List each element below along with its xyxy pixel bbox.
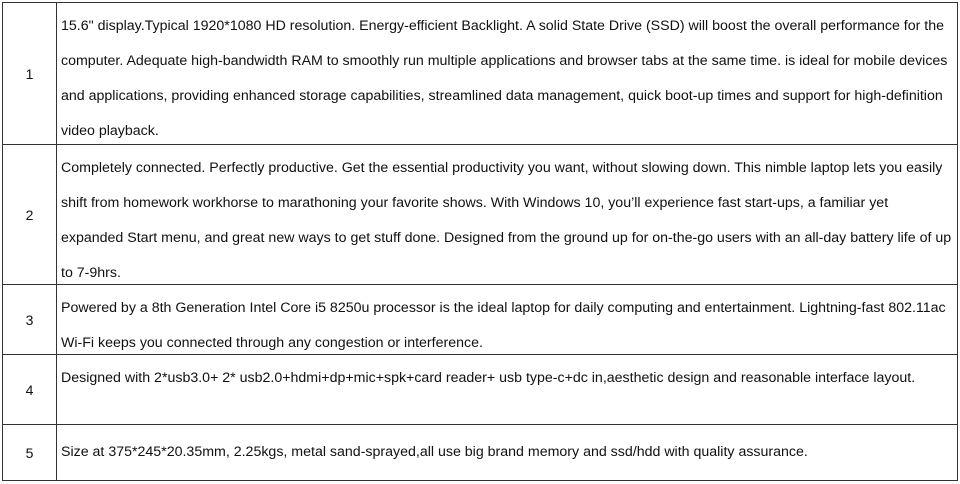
table-row — [3, 3, 957, 145]
row-description: 15.6" display.Typical 1920*1080 HD resolution. Energy-efficient Backlight. A solid State Drive (SSD) will boost the overall performance for the computer. Adequate high-bandwidth RAM to smoothly run multiple applications and browser tabs at the same time. is ideal for mobile devices and applications, providing enhanced storage capabilities, streamlined data management, quick boot-up times and support for high-definition video playback. — [61, 18, 948, 139]
table-row — [3, 425, 957, 481]
row-description: Powered by a 8th Generation Intel Core i5 8250u processor is the ideal laptop for daily computing and entertainment. Lightning-fast 802.11ac Wi-Fi keeps you connected through any congestion or interference. — [61, 300, 946, 351]
table-row — [3, 355, 957, 425]
row-description: Designed with 2*usb3.0+ 2* usb2.0+hdmi+dp+mic+spk+card reader+ usb type-c+dc in,aesthetic design and reasonable interface layout. — [61, 370, 916, 386]
table-row — [3, 285, 957, 355]
row-description: Completely connected. Perfectly productive. Get the essential productivity you want, without slowing down. This nimble laptop lets you easily shift from homework workhorse to marathoning your favorite shows. With Windows 10, you’ll experience fast start-ups, a familiar yet expanded Start menu, and great new ways to get stuff done. Designed from the ground up for on-the-go users with an all-day battery life of up to 7-9hrs. — [61, 160, 952, 281]
row-number: 5 — [3, 425, 57, 481]
row-description: Size at 375*245*20.35mm, 2.25kgs, metal sand-sprayed,all use big brand memory and ssd/hdd with quality assurance. — [61, 444, 808, 460]
row-number: 2 — [3, 145, 57, 284]
table-row — [3, 145, 957, 285]
feature-table — [2, 2, 958, 481]
row-number: 1 — [3, 3, 57, 144]
row-number: 3 — [3, 285, 57, 354]
row-number: 4 — [3, 355, 57, 424]
